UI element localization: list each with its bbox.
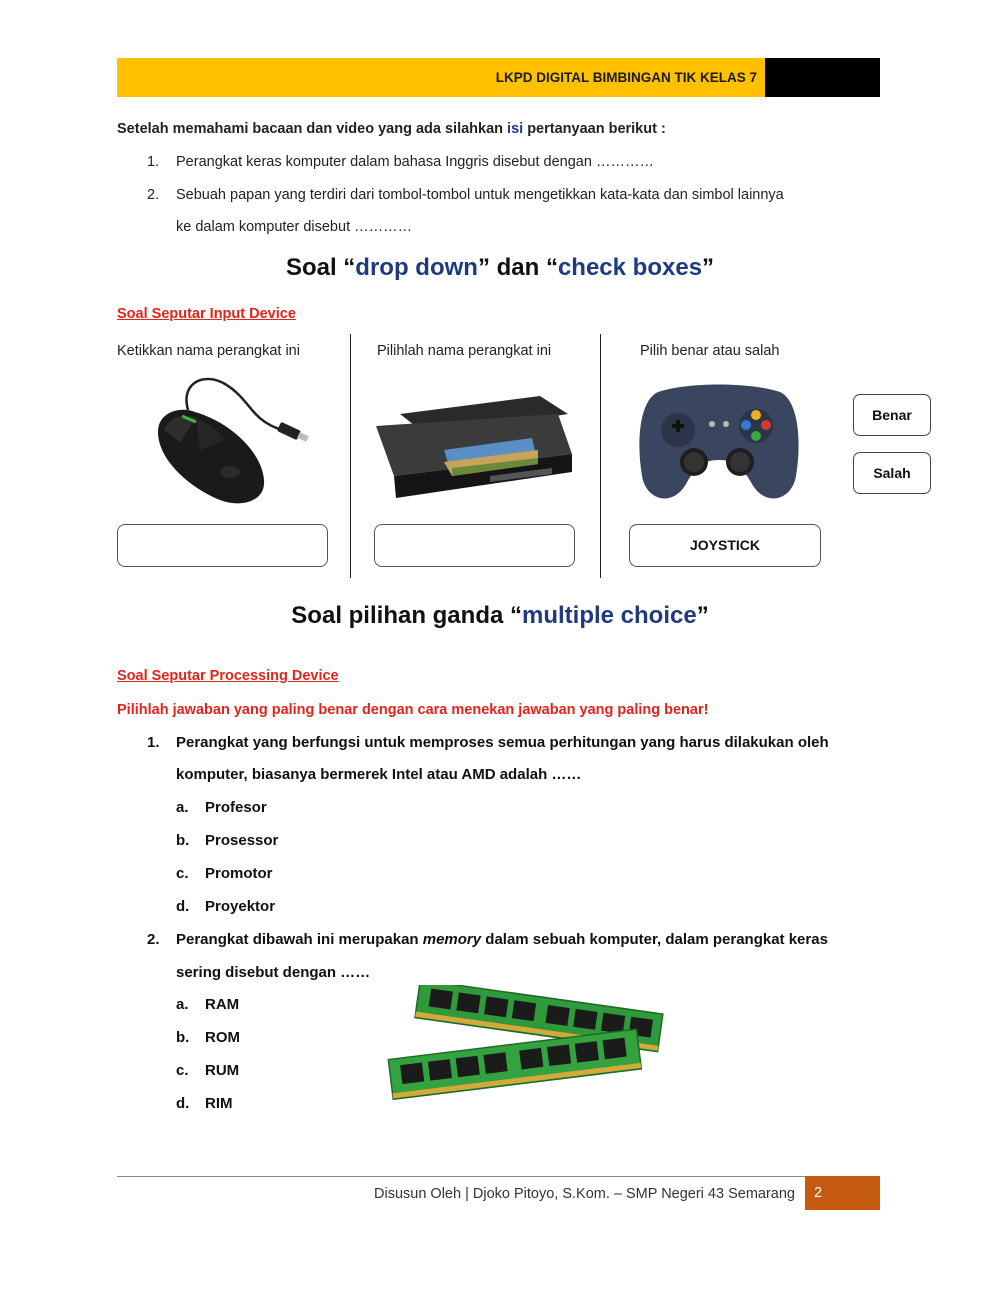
title-highlight-dropdown: drop down (355, 254, 478, 281)
q1-option-b[interactable]: Prosessor (205, 832, 279, 849)
q1-option-d-letter: d. (176, 898, 190, 915)
q2-option-a[interactable]: RAM (205, 996, 240, 1013)
header-title: LKPD DIGITAL BIMBINGAN TIK KELAS 7 (495, 70, 757, 85)
section-title-multiple-choice (0, 602, 1000, 630)
intro-highlight: isi (507, 121, 524, 137)
col1-label: Ketikkan nama perangkat ini (117, 343, 300, 359)
col1-answer-input[interactable] (117, 524, 328, 567)
mc-question-2-text-cont: sering disebut dengan …… (176, 964, 371, 981)
title-part: Soal “ (285, 254, 356, 281)
mc-question-2-text (176, 931, 828, 948)
mc-question-1-text-cont: komputer, biasanya bermerek Intel atau AMD adalah …… (176, 766, 582, 783)
col3-label: Pilih benar atau salah (640, 343, 780, 359)
intro-suffix: pertanyaan berikut : (523, 121, 666, 137)
q2-option-c-letter: c. (176, 1062, 189, 1079)
ram-image (385, 985, 665, 1105)
q2-option-a-letter: a. (176, 996, 189, 1013)
intro-prefix: Setelah memahami bacaan dan video yang ada silahkan (117, 121, 508, 137)
title-part: ” (702, 254, 715, 281)
q2-option-d-letter: d. (176, 1095, 190, 1112)
mc-question-1-text: Perangkat yang berfungsi untuk memproses semua perhitungan yang harus dilakukan oleh (176, 734, 829, 751)
q2-text-part: dalam sebuah komputer, dalam perangkat keras (481, 931, 828, 948)
mc-question-1-number: 1. (147, 734, 160, 751)
fill-question-2-text-cont[interactable]: ke dalam komputer disebut ………… (176, 219, 413, 235)
column-divider (350, 334, 351, 578)
col2-label: Pilihlah nama perangkat ini (377, 343, 552, 359)
fill-question-2-text[interactable]: Sebuah papan yang terdiri dari tombol-tombol untuk mengetikkan kata-kata dan simbol lainnya (176, 187, 784, 203)
title-highlight-multiple-choice: multiple choice (522, 602, 697, 629)
column-divider (600, 334, 601, 578)
q1-option-a[interactable]: Profesor (205, 799, 267, 816)
fill-question-1-number: 1. (147, 154, 160, 170)
footer-divider (117, 1176, 805, 1177)
header-accent-block (765, 58, 880, 97)
section-title-dropdown-checkbox (0, 254, 1000, 282)
q2-option-b-letter: b. (176, 1029, 190, 1046)
q1-option-c[interactable]: Promotor (205, 865, 273, 882)
q2-text-part: Perangkat dibawah ini merupakan (176, 931, 423, 948)
fill-question-1-text[interactable]: Perangkat keras komputer dalam bahasa Inggris disebut dengan ………… (176, 154, 654, 170)
q1-option-a-letter: a. (176, 799, 189, 816)
page-number-badge: 2 (805, 1176, 880, 1210)
mc-question-2-number: 2. (147, 931, 160, 948)
mouse-image (150, 372, 310, 507)
title-part: ” (696, 602, 709, 629)
col2-answer-dropdown[interactable] (374, 524, 575, 567)
salah-button[interactable]: Salah (853, 452, 931, 494)
q2-text-emphasis: memory (422, 931, 482, 948)
subheading-processing-device: Soal Seputar Processing Device (117, 668, 339, 684)
title-part: Soal pilihan ganda “ (291, 602, 522, 629)
title-part: ” dan “ (477, 254, 558, 281)
subheading-input-device: Soal Seputar Input Device (117, 306, 296, 322)
footer-credit: Disusun Oleh | Djoko Pitoyo, S.Kom. – SMP Negeri 43 Semarang (374, 1186, 795, 1202)
col3-answer-label: JOYSTICK (629, 524, 821, 567)
fill-question-2-number: 2. (147, 187, 160, 203)
q1-option-d[interactable]: Proyektor (205, 898, 276, 915)
q1-option-c-letter: c. (176, 865, 189, 882)
benar-button[interactable]: Benar (853, 394, 931, 436)
joystick-image (638, 380, 800, 505)
q1-option-b-letter: b. (176, 832, 190, 849)
q2-option-b[interactable]: ROM (205, 1029, 240, 1046)
q2-option-c[interactable]: RUM (205, 1062, 240, 1079)
scanner-image (372, 392, 577, 504)
instruction-text: Pilihlah jawaban yang paling benar dengan cara menekan jawaban yang paling benar! (117, 702, 709, 718)
intro-text (117, 121, 666, 137)
q2-option-d[interactable]: RIM (205, 1095, 233, 1112)
title-highlight-checkboxes: check boxes (557, 254, 703, 281)
